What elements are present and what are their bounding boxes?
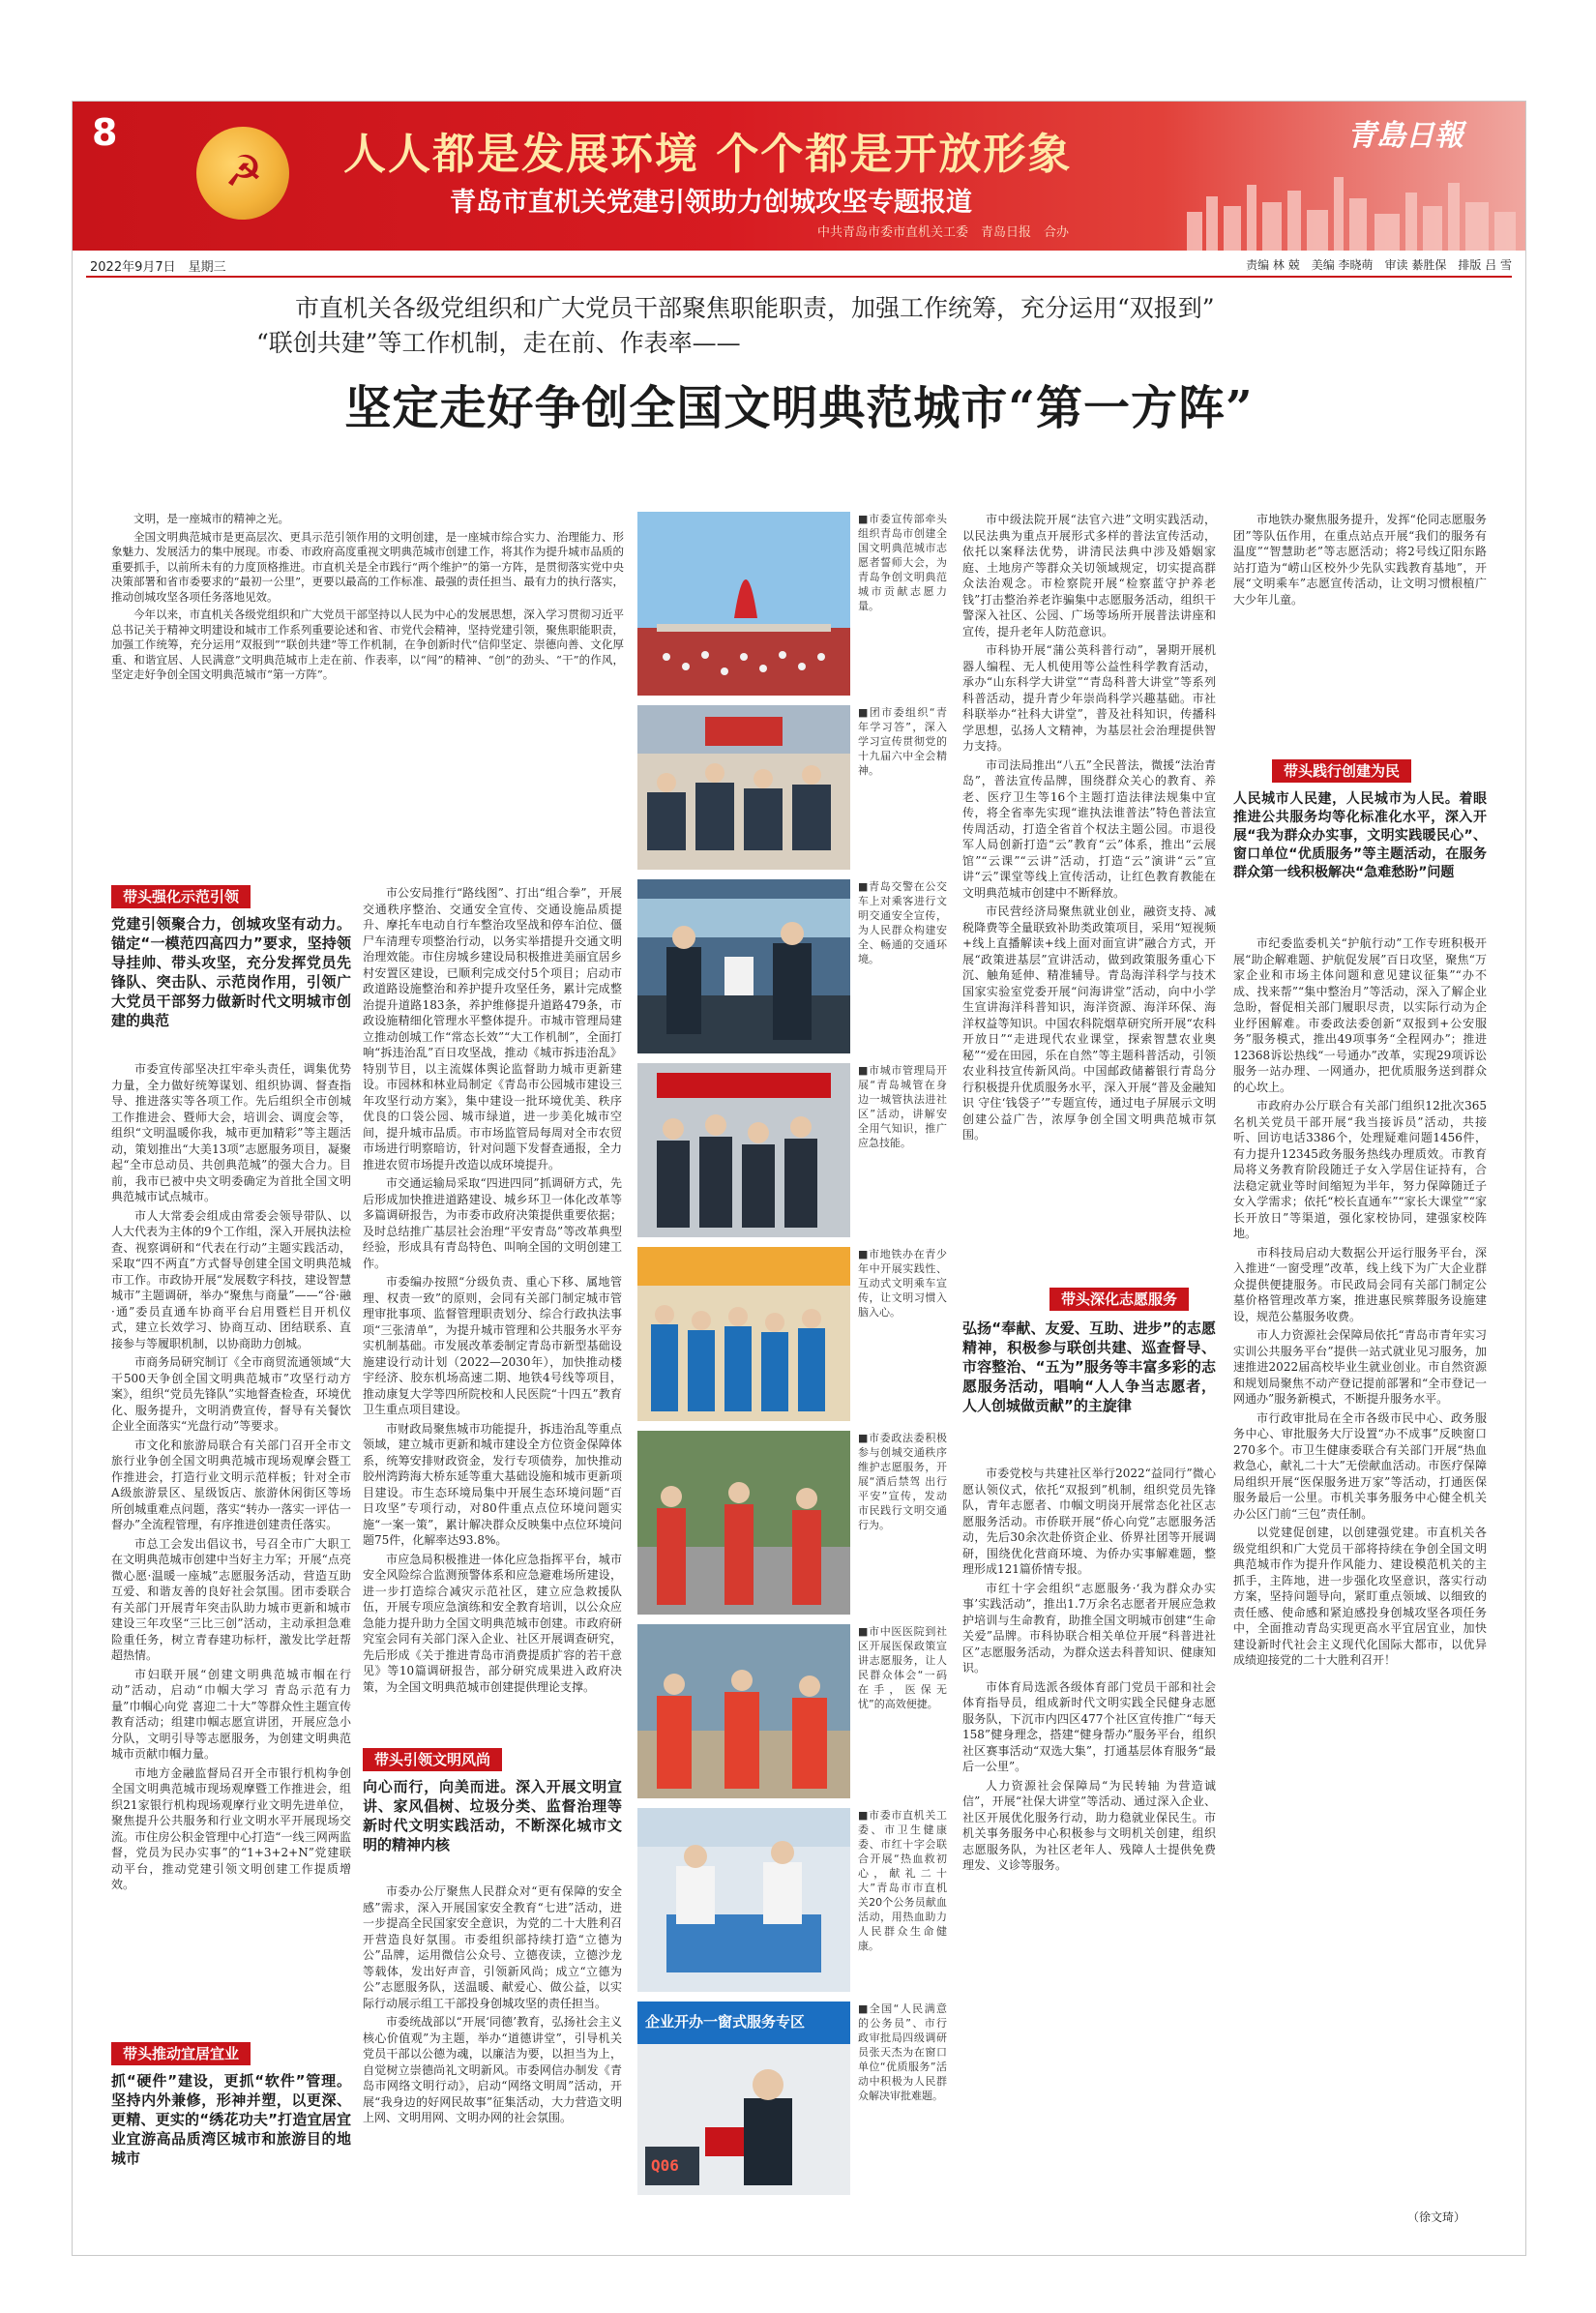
kicker — [218, 291, 1378, 361]
body-paragraph: 市红十字会组织“志愿服务·‘我为群众办实事’实践活动”，推出1.7万余名志愿者开展应急救护培训与生命教育，助推全国文明城市创建“生命关爱”品牌。市科协联合相关单位开展“科普进社区”志愿服务活动，为群众送去科普知识、健康知识。 — [962, 1581, 1216, 1675]
header-rule — [86, 276, 1512, 278]
service-window-sign: 企业开办一窗式服务专区 — [645, 2013, 806, 2031]
section-lead-demonstration: 党建引领聚合力，创城攻坚有动力。锚定“一模范四高四力”要求，坚持领导挂帅、带头攻坚，充分发挥党员先锋队、突击队、示范岗作用，引领广大党员干部努力做新时代文明城市创建的典范 — [111, 915, 351, 1029]
section-body-people — [1233, 935, 1487, 2203]
caption-text: ■全国“人民满意的公务员”、市行政审批局四级调研员张天杰为在窗口单位“优质服务”活动中积极为人民群众解决审批难题。 — [858, 2002, 947, 2102]
body-paragraph: 以党建促创建，以创建强党建。市直机关各级党组织和广大党员干部将持续在争创全国文明典范城市作为提升作风能力、建设模范机关的主抓手，主阵地，进一步强化攻坚意识，落实行动方案，坚持问题导向，紧盯重点领域、以细致的责任感、使命感和紧迫感投身创城攻坚各项任务中，全面推动青岛实现更高水平宜居宜业，加快建设新时代社会主义现代化国际大都市，以优异成绩迎接党的二十大胜利召开！ — [1233, 1526, 1487, 1667]
body-paragraph: 市科协开展“蒲公英科普行动”，暑期开展机器人编程、无人机使用等公益性科学教育活动，承办“山东科学大讲堂”“青岛科普大讲堂”等系列科普活动，提升青少年崇尚科学兴趣基础。市社科联举办“社科大讲堂”，普及社科知识，传播科学思想，弘扬人文精神，为基层社会治理提供智力支持。 — [962, 643, 1216, 753]
section-head-civilization: 带头引领文明风尚 — [363, 1748, 502, 1771]
section-lead-livable: 抓“硬件”建设，更抓“软件”管理。坚持内外兼修，形神并塑，以更深、更精、更实的“绣花功夫”打造宜居宜业宜游高品质湾区城市和旅游目的地城市 — [111, 2072, 351, 2167]
photo-service-window — [637, 2002, 850, 2195]
body-paragraph: 市民营经济局聚焦就业创业，融资支持、减税降费等全量联致补助类政策项目，采用“短视频+线上直播解读+线上面对面宣讲”融合方式，开展“政策进基层”宣讲活动，做到政策服务重心下沉、触角延伸、精准辅导。青岛海洋科学与技术国家实验室党委开展“问海讲堂”活动，向中小学生宣讲海洋科普知识，海洋资源、海洋环保、海洋权益等知识。中国农科院烟草研究所开展“农科开放日”“走进现代农业课堂，探索智慧农业奥秘”“爱在田园，乐在自然”等主题科普活动，引领农业科技宣传新风尚。中国邮政储蓄银行青岛分行积极提升优质服务水平，深入开展“普及金融知识 守住‘钱袋子’”专题宣传，通过电子屏展示文明创建公益广告，浓厚争创全国文明典范城市氛围。 — [962, 904, 1216, 1142]
masthead-banner — [73, 102, 1525, 251]
editor-credits: 责编 林 兢 美编 李晓萌 审读 綦胜保 排版 吕 雪 — [1246, 258, 1512, 272]
photo-plaza — [637, 512, 850, 696]
service-counter-number: Q06 — [651, 2156, 679, 2175]
photo-blood-donation — [637, 1808, 850, 1992]
section-lead-volunteer: 弘扬“奉献、友爱、互助、进步”的志愿精神，积极参与联创共建、巡查督导、市容整治、“五为”服务等丰富多彩的志愿服务活动，唱响“人人争当志愿者，人人创城做贡献”的主旋律 — [962, 1320, 1216, 1414]
body-paragraph: 市委统战部以“开展‘同德’教育，弘扬社会主义核心价值观”为主题，举办“道德讲堂”，引导机关党员干部以公德为魂，以廉洁为要，以担当为上，自觉树立崇德尚礼文明新风。市委网信办制发《青岛市网络文明行动》，启动“网络文明周”活动，开展“我身边的好网民故事”征集活动，大力营造文明上网、文明用网、文明办网的社会氛围。 — [363, 2015, 622, 2124]
intro-paragraph: 全国文明典范城市是更高层次、更具示范引领作用的文明创建，是一座城市综合实力、治理能力、形象魅力、发展活力的集中展现。市委、市政府高度重视文明典范城市创建工作，将其作为提升城市品质的重要抓手，以前所未有的力度顶格推进。市直机关是全市践行“两个维护”的第一方阵，是贯彻落实党中央决策部署和省市委要求的“最初一公里”，更要以最高的工作标准、最强的责任担当、最有力的执行落实，推动创城攻坚各项任务落地见效。 — [111, 529, 624, 604]
intro-text — [111, 512, 624, 860]
photo-caption — [858, 1247, 947, 1421]
section-body-volunteer — [962, 1466, 1216, 2210]
photo-caption — [858, 1808, 947, 1992]
photo-caption — [858, 1063, 947, 1237]
author-credit: （徐文琦） — [1407, 2210, 1466, 2224]
body-paragraph: 市体育局选派各级体育部门党员干部和社会体育指导员，组成新时代文明实践全民健身志愿服务队，下沉市内四区477个社区宣传推广“每天158”健身理念，搭建“健身帮办”服务平台，组织社区赛事活动“双选大集”，打通基层体育服务“最后一公里”。 — [962, 1679, 1216, 1773]
dateline: 2022年9月7日 星期三 — [90, 260, 226, 275]
newspaper-page — [72, 101, 1526, 2256]
section-head-people: 带头践行创建为民 — [1272, 759, 1411, 783]
body-paragraph: 市中级法院开展“法官六进”文明实践活动，以民法典为重点开展形式多样的普法宣传活动，依托以案释法优势，讲清民法典中涉及婚姻家庭、土地房产等群众关切领域规定，切实提高群众法治观念。市检察院开展“检察蓝守护养老钱”打击整治养老诈骗集中志愿服务活动，组织干警深入社区、公园、广场等场所开展普法讲座和宣传，提升老年人防范意识。 — [962, 513, 1216, 638]
page-number: 8 — [92, 111, 118, 154]
kicker-line-2: “联创共建”等工作机制，走在前、作表率—— — [256, 329, 741, 357]
headline: 坚定走好争创全国文明典范城市“第一方阵” — [344, 381, 1254, 435]
body-paragraph: 市妇联开展“创建文明典范城市帼在行动”活动，启动“巾帼大学习 青岛示范有力量”巾帼心向党 喜迎二十大”等群众性主题宣传教育活动；组建巾帼志愿宣讲团，开展应急小分队，文明引导等志愿服务，为创建文明典范城市贡献巾帼力量。 — [111, 1667, 351, 1761]
body-paragraph: 市司法局推出“八五”全民普法，微援“法治青岛”，普法宣传品牌，围绕群众关心的教育、养老、医疗卫生等16个主题打造法律法规集中宣传，将全省率先实现“谁执法谁普法”特色普法宣传周活动，打造全省首个权法主题公园。市退役军人局创新打造“云”教育“云”体系，推出“云展馆”“云课”“云讲”活动，打造“云”演讲“云”宣讲“云”课堂等线上宣传活动，让红色教育教能在文明典范城市创建中不断释放。 — [962, 757, 1216, 900]
hammer-sickle-icon: ☭ — [224, 147, 263, 196]
body-paragraph: 市文化和旅游局联合有关部门召开全市文旅行业争创全国文明典范城市现场观摩会暨工作推进会，打造行业文明示范样板；针对全市A级旅游景区、星级饭店、旅游休闲街区等场所创城重难点问题，落实“转办一落实一评估一督办”全流程管理，有序推进创建责任落实。 — [111, 1438, 351, 1531]
banner-title: 人人都是发展环境 个个都是开放形象 — [343, 130, 1073, 179]
section-head-volunteer: 带头深化志愿服务 — [1049, 1288, 1189, 1311]
body-paragraph: 市科技局启动大数据公开运行服务平台，深入推进“一窗受理”改革，线上线下为广大企业群众提供便捷服务。市民政局会同有关部门制定公墓价格管理改革方案，推进惠民殡葬服务设施建设，规范公墓服务收费。 — [1233, 1245, 1487, 1323]
photo-volunteers — [637, 1624, 850, 1798]
body-paragraph: 市人大常委会组成由常委会领导带队、以人大代表为主体的9个工作组，深入开展执法检查、视察调研和“代表在行动”主题实践活动，采取“四不两直”方式督导创建全国文明典范城市工作。市政协开展“发展数字科技，建设智慧城市”主题调研，举办“聚焦与商量”——“谷·融·通”委员直通车协商平台启用暨栏目开机仪式，建立长效学习、协商互动、团结联系、直接参与等履职机制，以协商助力创城。 — [111, 1208, 351, 1350]
banner-subtitle: 青岛市直机关党建引领助力创城攻坚专题报道 — [450, 188, 972, 218]
section-body-livable — [363, 885, 622, 1736]
section-body-civilization-a — [363, 1883, 622, 2251]
body-paragraph: 市商务局研究制订《全市商贸流通领域“大干500天争创全国文明典范城市”攻坚行动方案》，组织“党员先锋队”实地督查检查，环境优化、服务提升，文明消费宣传，督导有关餐饮企业全面落实“光盘行动”等要求。 — [111, 1355, 351, 1433]
body-paragraph: 市财政局聚焦城市功能提升，拆违治乱等重点领域，建立城市更新和城市建设全方位资金保障体系，统筹安排财政资金，发行专项债券，加快推动胶州湾跨海大桥东延等重大基础设施和城市更新项目建设。市生态环境局集中开展生态环境问题“百日攻坚”专项行动，对80件重点点位环境问题实施“一案一策”，累计解决群众反映集中点位环境问题75件，化解率达93.8%。 — [363, 1421, 622, 1547]
body-paragraph: 市纪委监委机关“护航行动”工作专班积极开展“助企解难题、护航促发展”百日攻坚，聚焦“万家企业和市场主体问题和意见建议征集”“办不成、找来帮”“集中整治月”等活动，深入了解企业急盼，督促相关部门履职尽责，以实际行动为企业纾困解难。市委政法委创新“双报到+公安服务”服务模式，推出49项事务“全程网办”；推进12368诉讼热线“一号通办”改革，实现29项诉讼服务一站办理、一网通办，把优质服务送到群众的心坎上。 — [1233, 936, 1487, 1094]
body-paragraph: 市委宣传部坚决扛牢牵头责任，调集优势力量，全力做好统筹谋划、组织协调、督查指导、推进落实等各项工作。先后组织全市创城工作推进会、暨师大会，培训会、调度会等，组织“文明温暖你我，城市更加精彩”等主题活动，策划推出“大美13项”志愿服务项目，凝聚起“全市总动员、共创典范城”的强大合力。目前，我市已被中央文明委确定为首批全国文明典范城市试点城市。 — [111, 1062, 351, 1203]
caption-text: ■团市委组织“青年学习答”，深入学习宣传贯彻党的十九届六中全会精神。 — [858, 706, 947, 777]
caption-text: ■市地铁办在青少年中开展实践性、互动式文明乘车宣传，让文明习惯入脑入心。 — [858, 1248, 947, 1319]
section-body-volunteer-cont — [1233, 512, 1487, 744]
body-paragraph: 市行政审批局在全市各级市民中心、政务服务中心、审批服务大厅设置“办不成事”反映窗口270多个。市卫生健康委联合有关部门开展“热血救急心，献礼二十大”无偿献血活动。市医疗保障局组织开展“医保服务进万家”等活动，打通医保服务最后一公里。市机关事务服务中心健全机关办公区门前“三包”责任制。 — [1233, 1410, 1487, 1521]
intro-paragraph: 今年以来，市直机关各级党组织和广大党员干部坚持以人民为中心的发展思想，深入学习贯彻习近平总书记关于精神文明建设和城市工作系列重要论述和省、市党代会精神，坚持党建引领，聚焦职能职责，加强工作统筹，充分运用“双报到”“联创共建”等工作机制，在争创新时代“信仰坚定、崇德向善、文化厚重、和谐宜居、人民满意”文明典范城市上走在前、作表率，以“闯”的精神、“创”的劲头、“干”的作风，坚定走好争创全国文明典范城市“第一方阵”。 — [111, 608, 624, 681]
section-lead-civilization: 向心而行，向美而进。深入开展文明宣讲、家风倡树、垃圾分类、监督治理等新时代文明实践活动，不断深化城市文明的精神内核 — [363, 1778, 622, 1853]
body-paragraph: 市地铁办聚焦服务提升，发挥“伦同志愿服务团”等队伍作用，在重点站点开展“我们的服务有温度”“智慧助老”等志愿活动；将2号线辽阳东路站打造为“崂山区校外少先队实践教育基地”，开展“文明乘车”志愿宣传活动，让文明习惯根植广大少年儿童。 — [1233, 513, 1487, 607]
section-body-civilization-b — [962, 512, 1216, 1278]
body-paragraph: 市总工会发出倡议书，号召全市广大职工在文明典范城市创建中当好主力军；开展“点亮微心愿·温暖一座城”志愿服务活动，营造互助互爱、和谐友善的良好社会氛围。团市委联合有关部门开展青年突击队助力城市更新和城市建设三年攻坚“三比三创”活动，主动承担急难险重任务，树立青春建功标杆，激发比学赶帮超热情。 — [111, 1536, 351, 1662]
caption-text: ■市委市直机关工委、市卫生健康委、市红十字会联合开展“热血救初心，献礼二十大”青岛市市直机关20个公务员献血活动，用热血助力人民群众生命健康。 — [858, 1809, 947, 1952]
photo-subway — [637, 1247, 850, 1421]
kicker-line-1: 市直机关各级党组织和广大党员干部聚焦职能职责，加强工作统筹，充分运用“双报到” — [295, 294, 1215, 322]
body-paragraph: 市交通运输局采取“四进四同”抓调研方式，先后形成加快推进道路建设、城乡环卫一体化改革等多篇调研报告，为市委市政府决策提供重要依据；及时总结推广基层社会治理“平安青岛”等改革典型经验，形成具有青岛特色、叫响全国的文明创建工作。 — [363, 1176, 622, 1270]
banner-organizers: 中共青岛市委市直机关工委 青岛日报 合办 — [817, 225, 1070, 240]
photo-classroom — [637, 705, 850, 870]
section-lead-people: 人民城市人民建，人民城市为人民。着眼推进公共服务均等化标准化水平，深入开展“我为群众办实事，文明实践暖民心”、窗口单位“优质服务”等主题活动，在服务群众第一线积极解决“急难愁盼”问题 — [1233, 791, 1487, 880]
caption-text: ■市中医医院到社区开展医保政策宣讲志愿服务，让人民群众体会“一码在手，医保无忧”的高效便捷。 — [858, 1625, 947, 1710]
body-paragraph: 市地方金融监督局召开全市银行机构争创全国文明典范城市现场观摩暨工作推进会，组织21家银行机构现场观摩行业文明先进单位，聚焦提升公共服务和行业文明水平开展现场交流。市住房公积金管理中心打造“一线三网两监督，党员为民办实事”的“1+3+2+N”党建联动平台，推动党建引领文明创建工作提质增效。 — [111, 1765, 351, 1891]
photo-caption — [858, 1624, 947, 1798]
photo-caption — [858, 879, 947, 1053]
body-paragraph: 市委党校与共建社区举行2022“益同行”微心愿认领仪式，依托“双报到”机制，组织党员先锋队，青年志愿者、巾帼文明岗开展常态化社区志愿服务活动。市侨联开展“侨心向党”志愿服务活动，先后30余次赴侨资企业、侨界社团等开展调研，围绕优化营商环境、为侨办实事解难题，整理形成121篇侨情专报。 — [962, 1467, 1216, 1576]
photo-bus — [637, 879, 850, 1053]
photo-caption — [858, 2002, 947, 2195]
photo-community — [637, 1063, 850, 1237]
section-head-demonstration: 带头强化示范引领 — [111, 885, 251, 908]
body-paragraph: 市委编办按照“分级负责、重心下移、属地管理、权责一致”的原则，会同有关部门制定城市管理审批事项、监督管理职责划分、综合行政执法事项“三张清单”，为提升城市管理和公共服务水平夯实机制基础。市发展改革委制定青岛市新型基础设施建设行动计划（2022—2030年），加快推动楼宇经济、胶东机场高速二期、地铁4号线等项目，推动康复大学等四所院校和人民医院“十四五”教育卫生重点项目建设。 — [363, 1275, 622, 1416]
photo-caption — [858, 1431, 947, 1615]
caption-text: ■市城市管理局开展“青岛城管在身边一城管执法进社区”活动，讲解安全用气知识，推广应急技能。 — [858, 1064, 947, 1149]
body-paragraph: 人力资源社会保障局“为民转轴 为营造诚信”，开展“社保大讲堂”等活动、通过深入企业、社区开展优化服务行动，助力稳就业保民生。市机关事务服务中心积极参与文明机关创建，组织志愿服务队，为社区老年人、残障人士提供免费理发、义诊等服务。 — [962, 1778, 1216, 1872]
photo-street — [637, 1431, 850, 1615]
body-paragraph: 市应急局积极推进一体化应急指挥平台，城市安全风险综合监测预警体系和应急避难场所建设，进一步打造综合减灾示范社区，建立应急救援队伍，开展专项应急演练和安全教育培训，以公众应急能力提升助力全国文明典范城市创建。市政府研究室会同有关部门深入企业、社区开展调查研究，先后形成《关于推进青岛市消费提质扩容的若干意见》等10篇调研报告，部分研究成果进入政府决策，为全国文明典范城市创建提供理论支撑。 — [363, 1552, 622, 1694]
section-body-demonstration — [111, 1061, 351, 2029]
body-paragraph: 市政府办公厅联合有关部门组织12批次365名机关党员干部开展“我当接诉员”活动，共接听、回访电话3386个，处理疑难问题1456件，有力提升12345政务服务热线办理质效。市教育局将义务教育阶段随迁子女入学居住证持有，合法稳定就业等时间缩短为半年，努力保障随迁子女入学需求；依托“校长直通车”“家长大课堂”“家长开放日”等渠道，强化家校协同，建强家校阵地。 — [1233, 1099, 1487, 1240]
city-skyline-icon — [1177, 163, 1525, 251]
caption-text: ■青岛交警在公交车上对乘客进行文明交通安全宣传，为人民群众构建安全、畅通的交通环境。 — [858, 880, 947, 965]
caption-text: ■市委政法委积极参与创城交通秩序维护志愿服务，开展“酒后禁驾 出行平安”宣传，发动市民践行文明交通行为。 — [858, 1432, 947, 1531]
caption-text: ■市委宣传部牵头组织青岛市创建全国文明典范城市志愿者誓师大会，为青岛争创文明典范城市贡献志愿力量。 — [858, 513, 947, 612]
intro-paragraph: 文明，是一座城市的精神之光。 — [133, 512, 289, 525]
photo-caption — [858, 512, 947, 696]
body-paragraph: 市委办公厅聚焦人民群众对“更有保障的安全感”需求，深入开展国家安全教育“七进”活动，进一步提高全民国家安全意识，为党的二十大胜利召开营造良好氛围。市委组织部持续打造“立德为公”品牌，运用微信公众号、立德夜读，立德沙龙等载体，发出好声音，引领新风尚；成立“立德为公”志愿服务队，送温暖、献爱心、做公益，以实际行动展示组工干部投身创城攻坚的责任担当。 — [363, 1884, 622, 2010]
photo-caption — [858, 705, 947, 870]
body-paragraph: 市人力资源社会保障局依托“青岛市青年实习实训公共服务平台”提供一站式就业见习服务，加速推进2022届高校毕业生就业创业。市自然资源和规划局聚焦不动产登记提前部署和“全市登记一网通办”服务新模式，不断提升服务水平。 — [1233, 1328, 1487, 1406]
section-head-livable: 带头推动宜居宜业 — [111, 2042, 251, 2065]
body-paragraph: 市公安局推行“路线图”、打出“组合拳”，开展交通秩序整治、交通安全宣传、交通设施品质提升、摩托车电动自行车整治攻坚战和停车泊位、僵尸车清理专项整治行动，以务实举措提升交通文明治理效能。市住房城乡建设局积极推进美丽宜居乡村安置区建设，已顺利完成交付5个项目；启动市政道路设施整治和养护提升攻坚任务，累计完成整治提升道路183条，养护维修提升道路479条，市政设施精细化管理水平整体提升。市城市管理局建立推动创城工作“常态长效”“大工作机制”，全面打响“拆违治乱”百日攻坚战，推动《城市拆违治乱》特别节目，以主流媒体舆论监督助力城市更新建设。市园林和林业局制定《青岛市公园城市建设三年攻坚行动方案》，集中建设一批环境优美、秩序优良的口袋公园、城市绿道，进一步美化城市空间，提升城市品质。市市场监管局每周对全市农贸市场进行明察暗访，针对问题下发督查通报，全力推进农贸市场提升改造以成环境提升。 — [363, 886, 622, 1171]
paper-logo: 青島日報 — [1347, 119, 1463, 153]
